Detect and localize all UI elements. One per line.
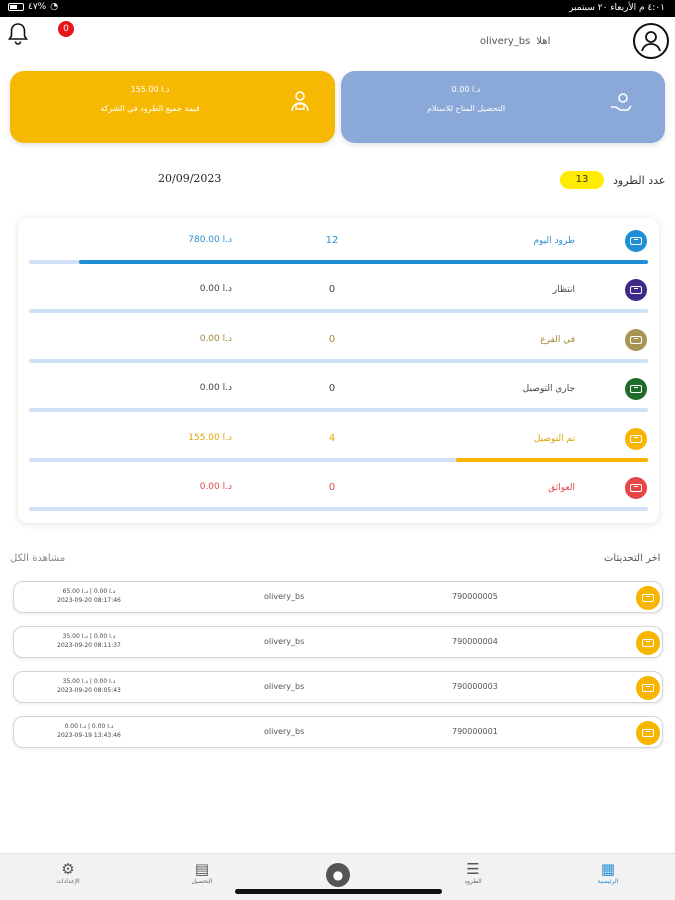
status-amount: 0.00 د.ا: [199, 383, 232, 394]
tab-home[interactable]: [578, 860, 638, 885]
progress-track: [29, 408, 648, 412]
status-row[interactable]: [0, 229, 675, 273]
card-label: قيمة جميع الطرود في الشركة: [100, 104, 200, 113]
parcels-count-label: عدد الطرود: [613, 174, 666, 187]
progress-fill: [456, 458, 648, 462]
status-bar: [0, 0, 675, 17]
progress-track: [29, 309, 648, 313]
battery-icon: [8, 3, 24, 11]
status-name: في الفرع: [540, 334, 575, 345]
username: olivery_bs: [480, 36, 531, 47]
update-datetime: 08:05:43 2023-09-20: [57, 687, 121, 694]
update-tracking: 790000003: [452, 682, 498, 691]
status-name: جاري التوصيل: [522, 384, 575, 395]
delivery-person-icon: [288, 89, 312, 113]
status-amount: 155.00 د.ا: [188, 432, 232, 443]
view-all-link[interactable]: مشاهدة الكل: [10, 553, 66, 564]
status-time: ٤:٠١ م: [639, 3, 665, 13]
update-amounts: [34, 722, 144, 740]
tab-label: الإعدادات: [56, 878, 80, 885]
progress-fill: [79, 260, 648, 264]
status-amount: 0.00 د.ا: [199, 284, 232, 295]
status-count: 4: [328, 432, 336, 444]
parcel-icon: [625, 230, 647, 252]
greeting-label: اهلا: [536, 36, 551, 47]
status-count: 0: [328, 333, 336, 345]
progress-track: [29, 507, 648, 511]
update-amounts-text: د.ا 0.00 | د.ا 65.00: [62, 588, 116, 595]
available-collection-card[interactable]: [341, 71, 665, 143]
user-icon: [635, 25, 667, 57]
notification-badge: 0: [58, 21, 74, 37]
update-datetime: 13:43:46 2023-09-19: [57, 732, 121, 739]
status-count: 0: [328, 383, 336, 395]
list-icon: ☰: [466, 860, 480, 878]
summary-date[interactable]: 20/09/2023: [158, 172, 222, 185]
tab-label: الرئيسية: [597, 878, 619, 885]
wifi-icon: ◔: [50, 2, 59, 12]
progress-track: [29, 359, 648, 363]
progress-track: [29, 260, 648, 264]
parcel-icon: [625, 279, 647, 301]
card-label: التحصيل المتاح للاستلام: [426, 104, 506, 113]
update-tracking: 790000001: [452, 727, 498, 736]
update-amounts-text: د.ا 0.00 | د.ا 35.00: [62, 678, 116, 685]
parcel-icon: [625, 477, 647, 499]
update-amounts-text: د.ا 0.00 | د.ا 0.00: [64, 723, 114, 730]
tab-label: الطرود: [464, 878, 482, 885]
status-row[interactable]: [0, 427, 675, 471]
update-user: olivery_bs: [264, 727, 305, 736]
parcel-icon: [636, 721, 660, 745]
parcel-icon: [636, 586, 660, 610]
status-row[interactable]: [0, 278, 675, 322]
status-count: 0: [328, 284, 336, 296]
status-name: طرود اليوم: [533, 236, 575, 246]
update-user: olivery_bs: [264, 592, 305, 601]
update-amounts: [34, 677, 144, 695]
status-row[interactable]: [0, 476, 675, 520]
status-row[interactable]: [0, 328, 675, 372]
add-button[interactable]: [308, 863, 368, 887]
status-date: الأربعاء ٢٠ سبتمبر: [569, 3, 637, 13]
status-count: 12: [325, 235, 339, 246]
update-item[interactable]: [13, 581, 663, 613]
tab-label: التحصيل: [191, 878, 213, 885]
parcel-icon: [625, 428, 647, 450]
parcel-icon: [636, 676, 660, 700]
battery-level: ٤٧%: [28, 2, 47, 12]
notifications-button[interactable]: [7, 22, 29, 46]
status-count: 0: [328, 482, 336, 493]
update-tracking: 790000005: [452, 592, 498, 601]
cash-hand-icon: [609, 91, 633, 115]
update-tracking: 790000004: [452, 637, 498, 646]
tab-parcels[interactable]: [443, 860, 503, 885]
update-user: olivery_bs: [264, 637, 305, 646]
status-amount: 0.00 د.ا: [199, 333, 232, 344]
bell-icon: [7, 22, 29, 46]
home-indicator: [235, 889, 442, 894]
greeting: [480, 36, 550, 47]
status-name: انتظار: [552, 285, 575, 296]
status-name: العوائق: [548, 483, 575, 493]
tab-settings[interactable]: [38, 860, 98, 885]
tab-collection[interactable]: [172, 860, 232, 885]
total-parcels-value-card[interactable]: [10, 71, 335, 143]
status-time-date: [569, 3, 665, 13]
update-item[interactable]: [13, 716, 663, 748]
parcels-count-badge: 13: [560, 171, 604, 189]
profile-button[interactable]: [633, 23, 669, 59]
parcel-icon: [636, 631, 660, 655]
gear-icon: ⚙: [61, 860, 75, 878]
update-user: olivery_bs: [264, 682, 305, 691]
status-row[interactable]: [0, 377, 675, 421]
updates-title: اخر التحديثات: [604, 553, 661, 564]
status-amount: 780.00 د.ا: [188, 235, 232, 245]
card-amount: 0.00 د.ا: [451, 85, 481, 94]
status-indicators: [8, 2, 58, 12]
update-amounts-text: د.ا 0.00 | د.ا 35.00: [62, 633, 116, 640]
update-datetime: 08:11:37 2023-09-20: [57, 642, 121, 649]
document-icon: ▤: [194, 860, 210, 878]
grid-icon: ▦: [600, 860, 616, 878]
status-name: تم التوصيل: [533, 433, 575, 444]
add-icon: ●: [326, 863, 350, 887]
update-amounts: [34, 632, 144, 650]
parcel-icon: [625, 329, 647, 351]
update-item[interactable]: [13, 626, 663, 658]
update-amounts: [34, 587, 144, 605]
status-amount: 0.00 د.ا: [199, 482, 232, 492]
progress-track: [29, 458, 648, 462]
update-datetime: 08:17:46 2023-09-20: [57, 597, 121, 604]
card-amount: 155.00 د.ا: [130, 85, 170, 94]
update-item[interactable]: [13, 671, 663, 703]
parcel-icon: [625, 378, 647, 400]
